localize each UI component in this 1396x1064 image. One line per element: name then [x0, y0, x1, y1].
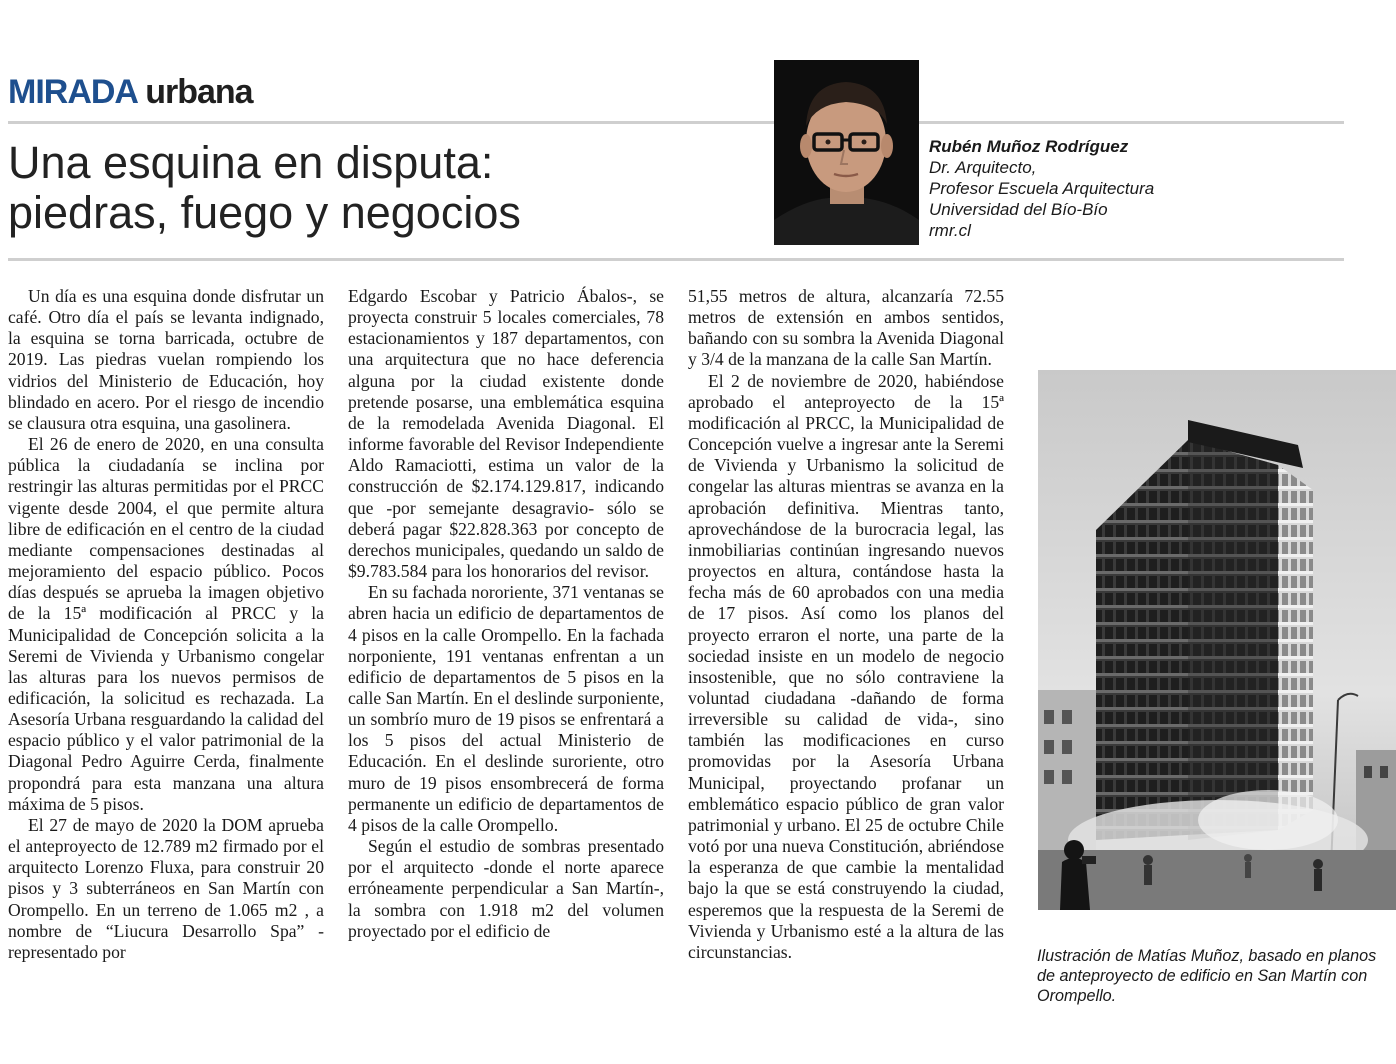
headline-line-1: Una esquina en disputa:	[8, 137, 494, 188]
section-tag	[8, 72, 253, 112]
paragraph: El 27 de mayo de 2020 la DOM aprueba el anteproyecto de 12.789 m2 firmado por el arquitecto Lorenzo Fluxa, para construir 20 pisos y 3 subterráneos en San Martín con Orompello. En un terreno de 1.065 m2 , a nombre de “Liucura Desarrollo Spa” -representado por	[8, 814, 324, 962]
author-position: Profesor Escuela Arquitectura	[929, 179, 1155, 198]
author-title: Dr. Arquitecto,	[929, 158, 1037, 177]
building-illustration-graphic	[1038, 370, 1396, 910]
article-column-3	[688, 286, 1004, 963]
author-name: Rubén Muñoz Rodríguez	[929, 137, 1129, 156]
article-column-2	[348, 286, 664, 942]
paragraph: El 26 de enero de 2020, en una consulta pública la ciudadanía se inclina por restringir las alturas permitidas por el PRCC vigente desde 2004, el que permite altura libre de edificación en el centro de la ciudad mediante compensaciones destinadas al mejoramiento del espacio público. Pocos días después se aprueba la imagen objetivo de la 15ª modificación al PRCC y la Municipalidad de Concepción solicita a la Seremi de Vivienda y Urbanismo congelar las alturas para los nuevos permisos de edificación, la solicitud es rechazada. La Asesoría Urbana resguardando la calidad del espacio público y el valor patrimonial de la Diagonal Pedro Aguirre Cerda, finalmente propondrá para esta manzana una altura máxima de 5 pisos.	[8, 434, 324, 814]
paragraph: En su fachada nororiente, 371 ventanas se abren hacia un edificio de departamentos de 4 pisos en la calle Orompello. En la fachada norponiente, 191 ventanas enfrentan a un edificio de departamentos de 5 pisos en la calle San Martín. En el deslinde surponiente, un sombrío muro de 19 pisos se enfrentará a los 5 pisos del actual Ministerio de Educación. En el deslinde suroriente, otro muro de 19 pisos ensombrecerá de forma permanente un edificio de departamentos de 4 pisos de la calle Orompello.	[348, 582, 664, 835]
author-portrait-graphic	[774, 60, 919, 245]
paragraph: Según el estudio de sombras presentado por el arquitecto -donde el norte aparece erróneamente perpendicular a San Martín-, la sombra con 1.918 m2 del volumen proyectado por el edificio de	[348, 836, 664, 941]
paragraph: 51,55 metros de altura, alcanzaría 72.55 metros de extensión en ambos sentidos, bañando con su sombra la Avenida Diagonal y 3/4 de la manzana de la calle San Martín.	[688, 286, 1004, 370]
author-photo	[774, 60, 919, 245]
article-column-1	[8, 286, 324, 963]
top-divider	[8, 121, 1344, 124]
header-divider	[8, 258, 1344, 261]
author-university: Universidad del Bío-Bío	[929, 200, 1108, 219]
section-tag-word2: urbana	[145, 73, 253, 111]
byline	[929, 136, 1154, 241]
building-illustration	[1038, 370, 1396, 910]
image-caption: Ilustración de Matías Muñoz, basado en planos de anteproyecto de edificio en San Martín con Orompello.	[1037, 947, 1377, 1005]
headline	[8, 138, 748, 238]
paragraph: Edgardo Escobar y Patricio Ábalos-, se proyecta construir 5 locales comerciales, 78 estacionamientos y 187 departamentos, con una arquitectura que no hace deferencia alguna por la ciudad existente donde pretende posarse, una emblemática esquina de la remodelada Avenida Diagonal. El informe favorable del Revisor Independiente Aldo Ramaciotti, estima un valor de la construcción de $2.174.129.817, indicando que -por semejante desagravio- sólo se deberá pagar $22.828.363 por concepto de derechos municipales, quedando un saldo de $9.783.584 para los honorarios del revisor.	[348, 286, 664, 582]
paragraph: El 2 de noviembre de 2020, habiéndose aprobado el anteproyecto de la 15ª modificación al PRCC, la Municipalidad de Concepción vuelve a ingresar ante la Seremi de Vivienda y Urbanismo la solicitud de congelar las alturas mientras se avanza en la aprobación definitiva. Mientras tanto, aprovechándose de la burocracia legal, las inmobiliarias continúan ingresando nuevos proyectos en altura, contándose hasta la fecha más de 60 aprobados con una media de 17 pisos. Así como los planos del proyecto erraron el norte, una parte de la sociedad insiste en un modelo de negocio insostenible, que no sólo contraviene la voluntad ciudadana -dañando de forma irreversible su calidad de vida-, sino también las modificaciones en curso promovidas por la Asesoría Urbana Municipal, proyectando profanar un emblemático espacio público de gran valor patrimonial y urbano. El 25 de octubre Chile votó por una nueva Constitución, abriéndose la esperanza de que cambie la mentalidad bajo la que se está construyendo la ciudad, esperemos que la respuesta de la Seremi de Vivienda y Urbanismo esté a la altura de las circunstancias.	[688, 370, 1004, 962]
paragraph: Un día es una esquina donde disfrutar un café. Otro día el país se levanta indignado, la esquina se torna barricada, octubre de 2019. Las piedras vuelan rompiendo los vidrios del Ministerio de Educación, hoy blindado en acero. Por el riesgo de incendio se clausura otra esquina, una gasolinera.	[8, 286, 324, 433]
section-tag-word1: MIRADA	[8, 73, 137, 111]
author-website: rmr.cl	[929, 221, 971, 240]
headline-line-2: piedras, fuego y negocios	[8, 187, 521, 238]
